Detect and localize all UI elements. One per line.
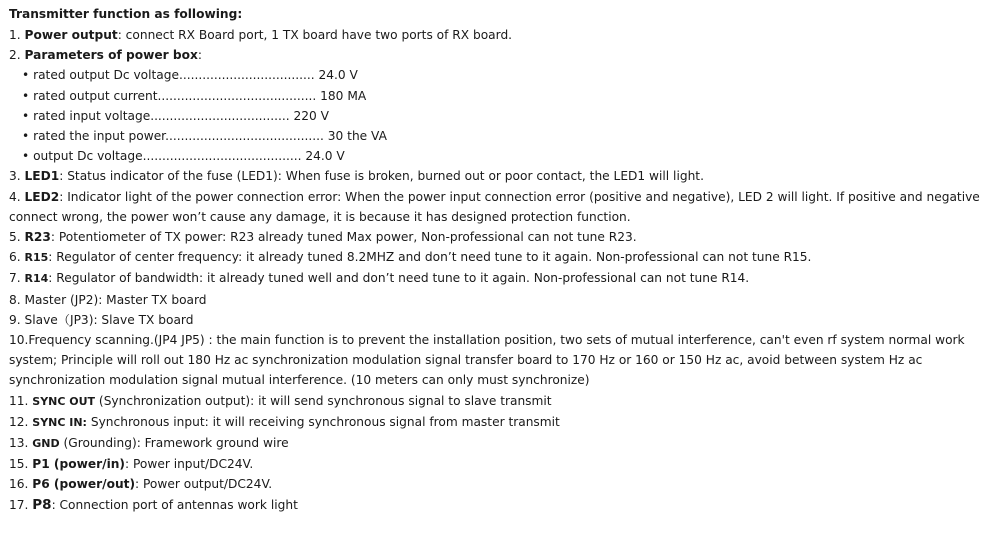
parameter-bullet: • rated input voltage.................................... 220 V xyxy=(22,108,330,123)
item-text: : Power output/DC24V. xyxy=(135,477,273,492)
item-led1 xyxy=(9,166,989,186)
item-text: : Indicator light of the power connection error: When the power input connection error (positive and negative), LED 2 will light. If positive and negative connect wrong, the power won’t cause any damage, it is because it has designed protection function. xyxy=(9,189,980,224)
item-slave: 9. Slave（JP3): Slave TX board xyxy=(9,312,194,327)
item-key: SYNC OUT xyxy=(32,394,96,408)
item-r15 xyxy=(9,247,989,268)
item-power-output xyxy=(9,25,989,45)
item-number: 17. xyxy=(9,497,33,512)
item-text: : Power input/DC24V. xyxy=(125,457,254,472)
parameter-bullet: • rated output Dc voltage................................... 24.0 V xyxy=(22,68,358,83)
item-gnd xyxy=(9,433,989,454)
item-sync-out xyxy=(9,391,989,412)
item-text: : Potentiometer of TX power: R23 already tuned Max power, Non-professional can not tune R23. xyxy=(50,230,637,245)
item-text: Synchronous input: it will receiving synchronous signal from master transmit xyxy=(86,414,560,429)
item-text: : Regulator of bandwidth: it already tuned well and don’t need tune to it again. Non-professional can not tune R14. xyxy=(48,271,750,286)
item-r23 xyxy=(9,227,989,247)
item-r14 xyxy=(9,268,989,289)
item-number: 12. xyxy=(9,414,33,429)
item-key: GND xyxy=(32,437,60,451)
item-key: R14 xyxy=(24,272,49,286)
item-number: 7. xyxy=(9,271,25,286)
item-number: 3. xyxy=(9,169,25,184)
item-number: 1. xyxy=(9,28,25,42)
item-parameters xyxy=(9,45,989,65)
item-key: P8 xyxy=(32,496,52,513)
item-number: 6. xyxy=(9,250,25,265)
document-title: Transmitter function as following: xyxy=(9,7,243,21)
item-number: 15. xyxy=(9,457,33,472)
parameter-bullet: • rated the input power......................................... 30 the VA xyxy=(22,129,387,144)
item-text: : Regulator of center frequency: it already tuned 8.2MHZ and don’t need tune to it again. Non-professional can not tune R15. xyxy=(48,250,812,265)
item-frequency-scanning: 10.Frequency scanning.(JP4 JP5) : the main function is to prevent the installation position, two sets of mutual interference, can't even rf system normal work system; Principle will roll out 180 Hz ac synchronization modulation signal transfer board to 170 Hz or 160 or 150 Hz ac, avoid between system Hz ac synchronization modulation signal mutual interference. (10 meters can only must synchronize) xyxy=(9,333,965,388)
item-key: SYNC IN: xyxy=(32,415,87,429)
item-key: Parameters of power box xyxy=(24,48,198,63)
item-master: 8. Master (JP2): Master TX board xyxy=(9,292,207,307)
item-key: LED2 xyxy=(24,189,60,204)
item-key: R23 xyxy=(24,230,51,245)
item-key: R15 xyxy=(24,251,49,265)
item-key: P6 (power/out) xyxy=(32,477,136,492)
item-text: : xyxy=(197,48,203,63)
item-text: : Connection port of antennas work light xyxy=(51,497,298,512)
parameter-bullet: • rated output current......................................... 180 MA xyxy=(22,88,367,103)
item-sync-in xyxy=(9,412,989,433)
item-p6 xyxy=(9,474,989,494)
item-key: Power output xyxy=(24,28,118,42)
item-key: LED1 xyxy=(24,169,60,184)
item-text: : Status indicator of the fuse (LED1): When fuse is broken, burned out or poor contact, the LED1 will light. xyxy=(59,169,704,184)
item-led2 xyxy=(9,187,989,227)
item-number: 11. xyxy=(9,393,33,408)
item-p1 xyxy=(9,454,989,474)
item-number: 16. xyxy=(9,477,33,492)
item-number: 5. xyxy=(9,230,25,245)
item-text: : connect RX Board port, 1 TX board have two ports of RX board. xyxy=(117,28,513,42)
parameter-bullet: • output Dc voltage......................................... 24.0 V xyxy=(22,149,345,164)
item-number: 4. xyxy=(9,189,25,204)
item-number: 13. xyxy=(9,436,33,451)
item-text: (Grounding): Framework ground wire xyxy=(59,436,289,451)
item-number: 2. xyxy=(9,48,25,63)
item-p8 xyxy=(9,495,989,515)
item-text: (Synchronization output): it will send synchronous signal to slave transmit xyxy=(95,393,552,408)
item-key: P1 (power/in) xyxy=(32,457,125,472)
